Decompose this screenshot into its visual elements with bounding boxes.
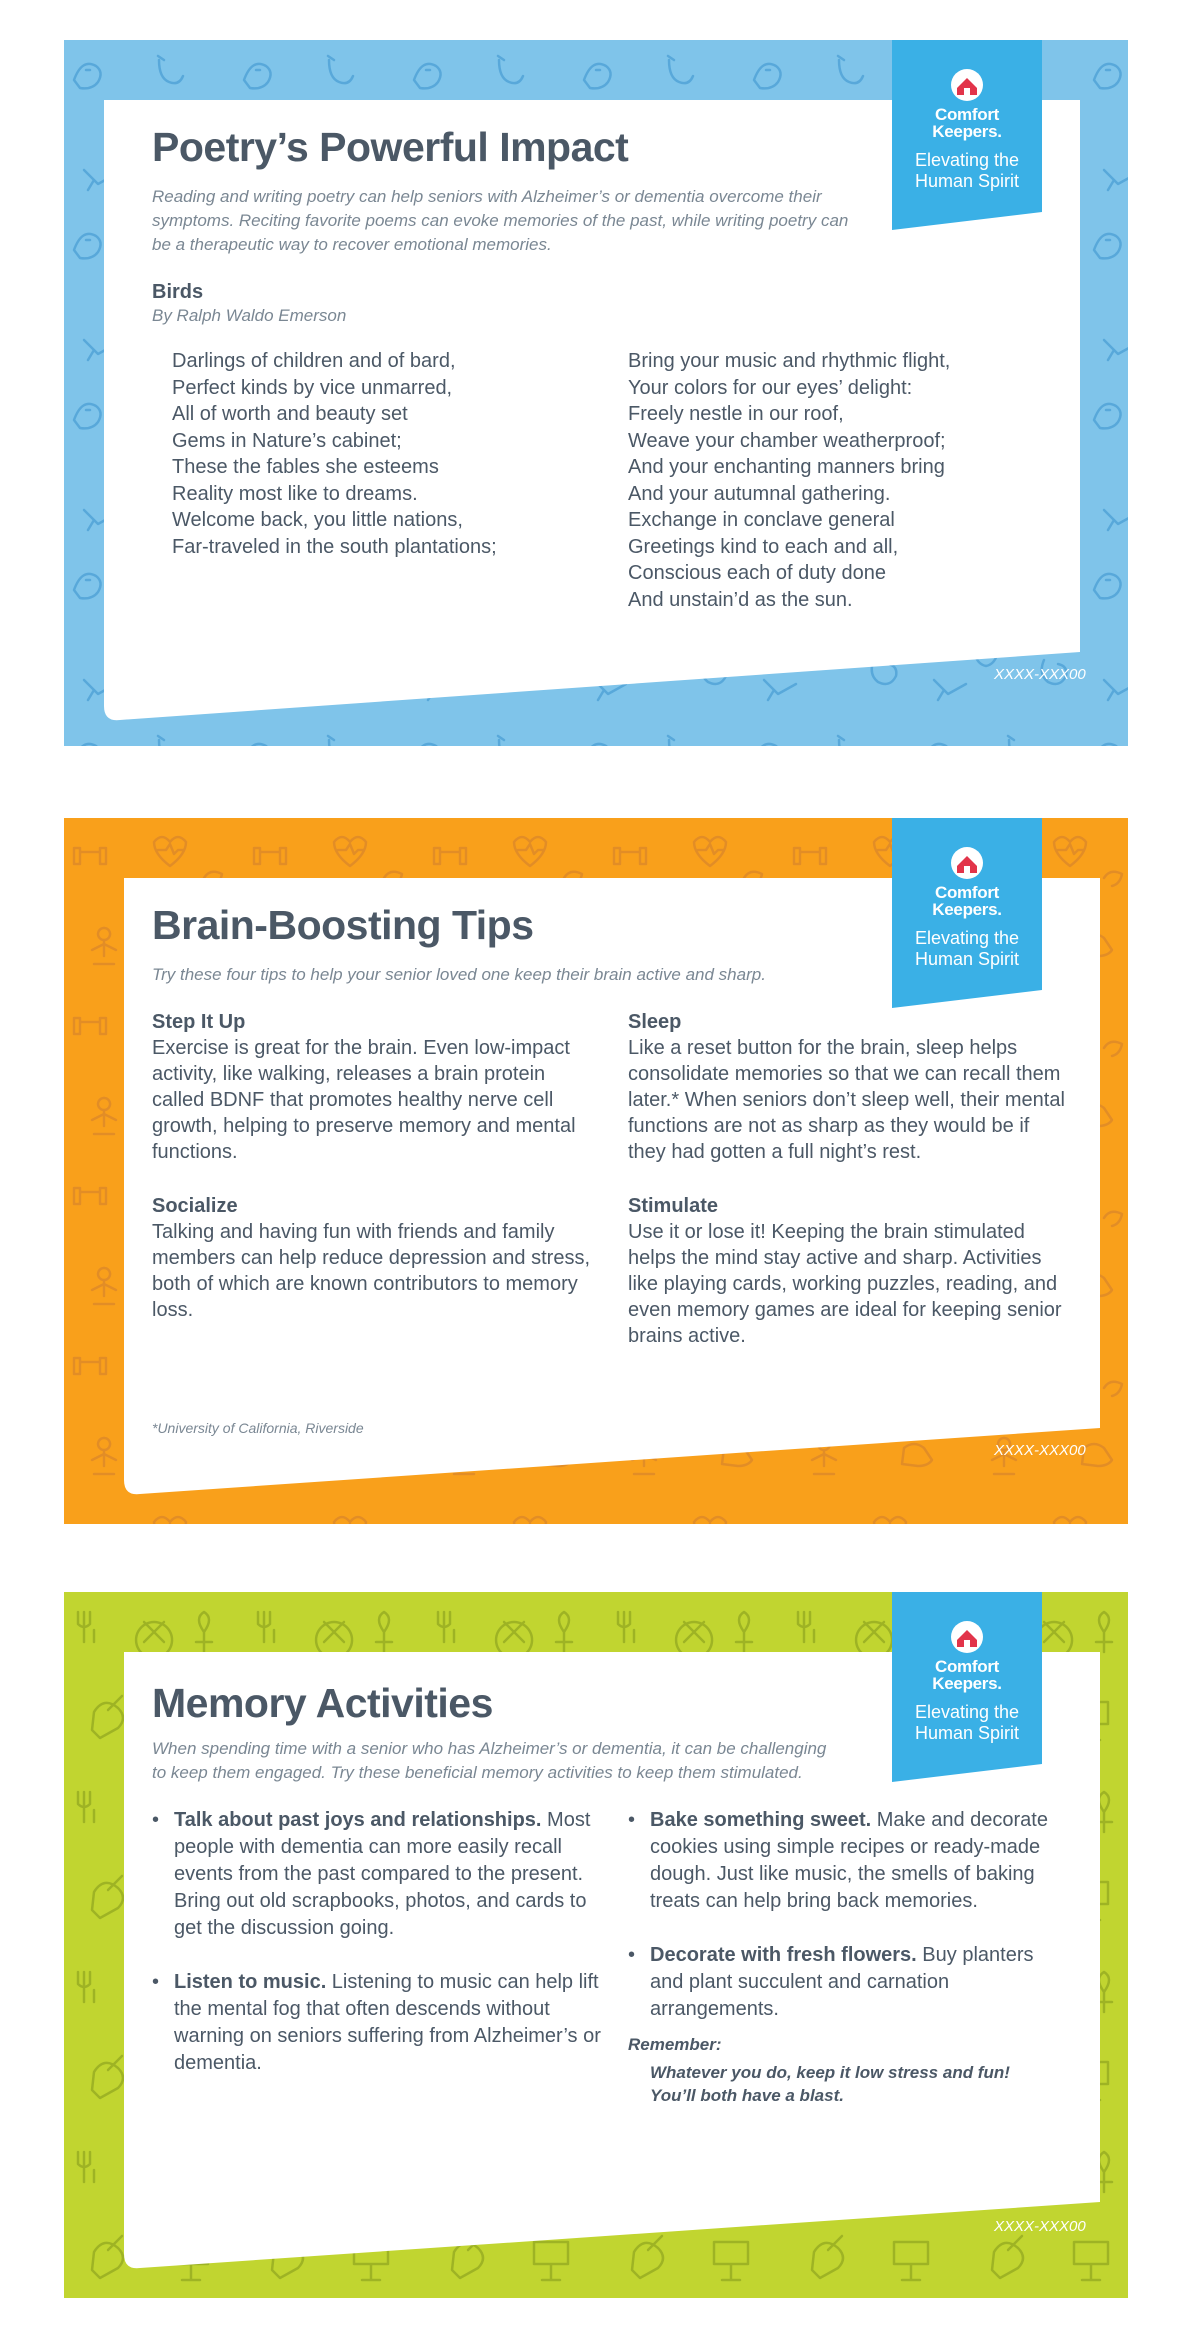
house-logo-icon xyxy=(950,846,984,880)
poem-line: And your autumnal gathering. xyxy=(628,482,891,505)
poem-line: Perfect kinds by vice unmarred, xyxy=(172,376,453,399)
activity-heading: Bake something sweet. xyxy=(650,1809,872,1831)
activity-text: Make and decorate cookies using simple recipes or ready-made dough. Just like music, the smells of baking treats can help bring back memories. xyxy=(650,1809,1048,1912)
tip-body: Like a reset button for the brain, sleep helps consolidate memories so that we can recall them later.* When seniors don’t sleep well, their mental functions are not as sharp as they would be if they had gotten a full night’s rest. xyxy=(628,1037,1065,1163)
brand-tagline: Elevating the Human Spirit xyxy=(914,150,1020,191)
poem-line: Greetings kind to each and all, xyxy=(628,535,899,558)
tip-sleep xyxy=(628,1009,1068,1165)
poem-line: Far-traveled in the south plantations; xyxy=(172,535,497,558)
intro-text: When spending time with a senior who has Alzheimer’s or dementia, it can be challenging to keep them engaged. Try these beneficial memory activities to keep them stimulated. xyxy=(152,1739,827,1782)
activity-text: Most people with dementia can more easily recall events from the past compared to the present. Bring out old scrapbooks, photos, and cards to get the discussion going. xyxy=(174,1809,591,1939)
poem-line: Weave your chamber weatherproof; xyxy=(628,429,946,452)
poem-line: These the fables she esteems xyxy=(172,456,439,478)
page-title: Poetry’s Powerful Impact xyxy=(152,124,629,170)
poem-line: All of worth and beauty set xyxy=(172,403,408,425)
activity-item xyxy=(628,1807,1058,1915)
tip-heading: Sleep xyxy=(628,1011,682,1033)
activity-text: Buy planters and plant succulent and carnation arrangements. xyxy=(650,1944,1034,2020)
poetry-card xyxy=(64,40,1128,746)
tip-heading: Stimulate xyxy=(628,1195,719,1217)
activity-heading: Listen to music. xyxy=(174,1971,327,1993)
tip-heading: Socialize xyxy=(152,1195,238,1217)
page-title: Brain-Boosting Tips xyxy=(152,902,534,948)
poem-line: Darlings of children and of bard, xyxy=(172,350,456,372)
poem-line: Gems in Nature’s cabinet; xyxy=(172,429,402,452)
brain-card xyxy=(64,818,1128,1524)
poem-line: And your enchanting manners bring xyxy=(628,456,945,478)
remember-label: Remember: xyxy=(628,2035,722,2054)
document-code: XXXX-XXX00 xyxy=(994,1442,1086,1459)
activity-heading: Decorate with fresh flowers. xyxy=(650,1944,917,1966)
tip-body: Use it or lose it! Keeping the brain stimulated helps the mind stay active and sharp. Activities like playing cards, working puzzles, reading, and even memory games are ideal for keeping senior brains active. xyxy=(628,1221,1062,1347)
poem-line: Your colors for our eyes’ delight: xyxy=(628,376,913,399)
tip-heading: Step It Up xyxy=(152,1011,246,1033)
brand-tagline: Elevating the Human Spirit xyxy=(914,1702,1020,1743)
poem-line: Freely nestle in our roof, xyxy=(628,403,844,425)
page-title: Memory Activities xyxy=(152,1680,493,1726)
poem-line: Bring your music and rhythmic flight, xyxy=(628,350,951,372)
remember-text: Whatever you do, keep it low stress and fun! You’ll both have a blast. xyxy=(650,2063,1010,2105)
activity-text: Listening to music can help lift the mental fog that often descends without warning on seniors suffering from Alzheimer’s or dementia. xyxy=(174,1971,601,2074)
poem-line: And unstain’d as the sun. xyxy=(628,588,853,611)
activity-item xyxy=(152,1969,602,2077)
tip-body: Exercise is great for the brain. Even low-impact activity, like walking, releases a brain protein called BDNF that promotes healthy nerve cell growth, helping to preserve memory and mental functions. xyxy=(152,1037,576,1163)
activity-item xyxy=(628,1942,1058,2023)
poem-line: Welcome back, you little nations, xyxy=(172,509,463,531)
poem-left-column xyxy=(172,348,497,560)
poem-line: Reality most like to dreams. xyxy=(172,482,418,505)
tip-stimulate xyxy=(628,1193,1068,1349)
memory-card xyxy=(64,1592,1128,2298)
intro-text: Try these four tips to help your senior loved one keep their brain active and sharp. xyxy=(152,965,766,984)
activity-heading: Talk about past joys and relationships. xyxy=(174,1809,542,1831)
brand-name: Comfort Keepers. xyxy=(932,1657,1002,1693)
brand-tagline: Elevating the Human Spirit xyxy=(914,928,1020,969)
poem-line: Exchange in conclave general xyxy=(628,509,895,531)
poem-title: Birds xyxy=(152,281,204,303)
brand-name: Comfort Keepers. xyxy=(932,105,1002,141)
house-logo-icon xyxy=(950,68,984,102)
document-code: XXXX-XXX00 xyxy=(994,2218,1086,2235)
brand-name: Comfort Keepers. xyxy=(932,883,1002,919)
poem-line: Conscious each of duty done xyxy=(628,562,886,584)
poem-author: By Ralph Waldo Emerson xyxy=(152,306,347,325)
tip-body: Talking and having fun with friends and family members can help reduce depression and stress, both of which are known contributors to memory loss. xyxy=(152,1221,591,1321)
tip-step-it-up xyxy=(152,1009,602,1165)
footnote: *University of California, Riverside xyxy=(152,1420,364,1436)
intro-text: Reading and writing poetry can help seniors with Alzheimer’s or dementia overcome their symptoms. Reciting favorite poems can evoke memories of the past, while writing poetry can be a therapeutic way to recover emotional memories. xyxy=(152,187,849,254)
document-code: XXXX-XXX00 xyxy=(994,666,1086,683)
poem-right-column xyxy=(628,348,950,613)
tip-socialize xyxy=(152,1193,602,1323)
house-logo-icon xyxy=(950,1620,984,1654)
activity-item xyxy=(152,1807,602,1942)
